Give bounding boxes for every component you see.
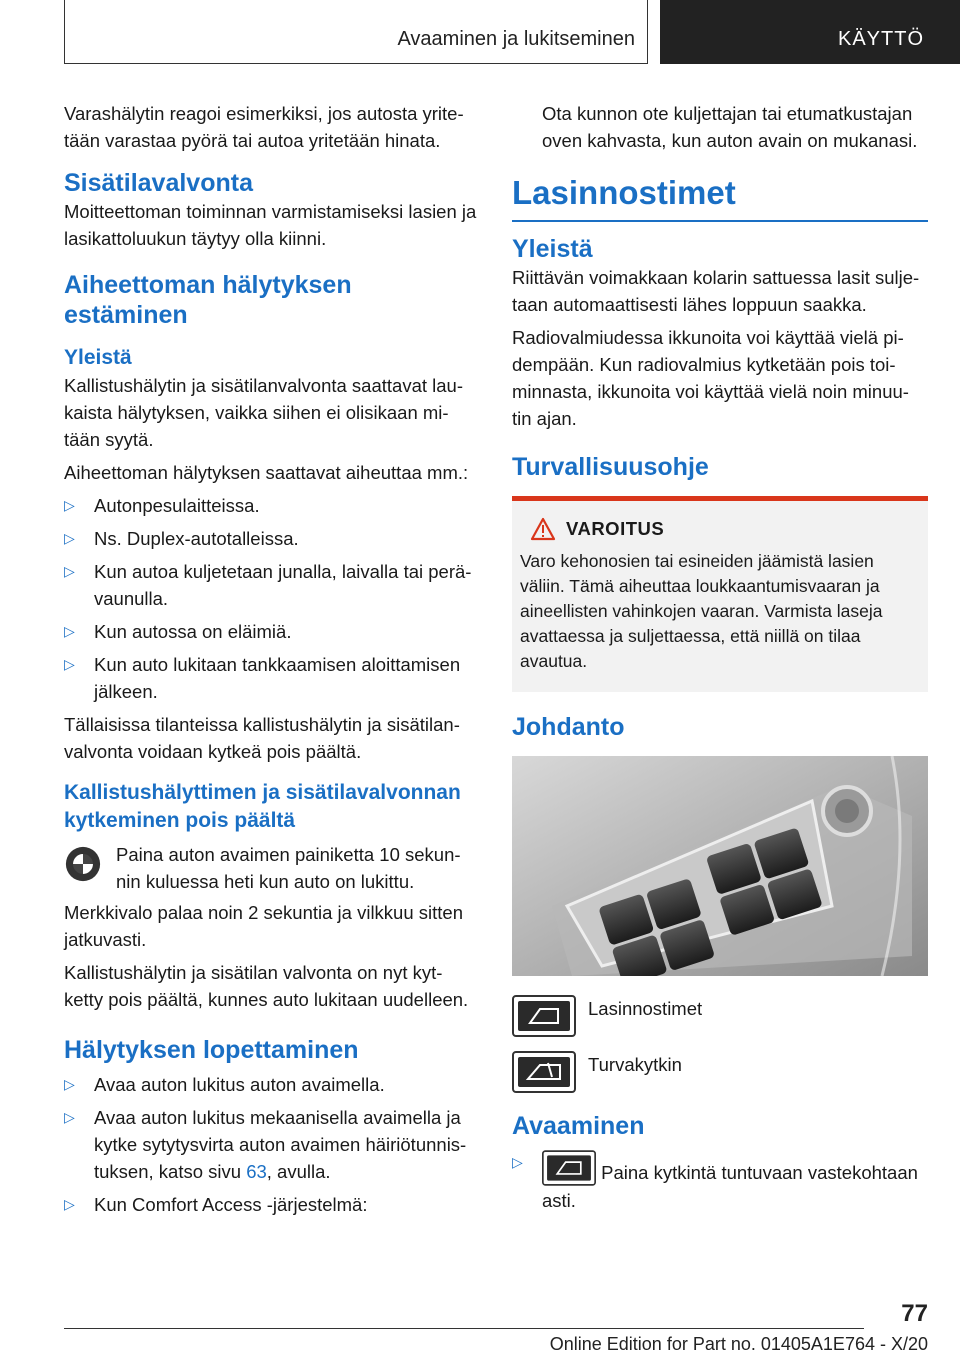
key-instruction-text: Paina auton avaimen painiketta 10 sekun-nin kuluessa heti kun auto on lukittu. <box>116 844 461 892</box>
legend-label-lasinnostimet: Lasinnostimet <box>588 998 703 1019</box>
merkkivalo-paragraph: Merkkivalo palaa noin 2 sekuntia ja vilkkuu sitten jatkuvasti. <box>64 902 463 950</box>
bullet-triangle-icon: ▷ <box>64 530 75 546</box>
bmw-key-icon <box>64 845 102 883</box>
bullet-triangle-icon: ▷ <box>64 1196 75 1212</box>
warning-box <box>512 496 928 692</box>
safety-switch-icon <box>512 1051 576 1093</box>
continued-paragraph: Ota kunnon ote kuljettajan tai etumatkustajan oven kahvasta, kun auton avain on mukanasi. <box>542 103 918 151</box>
key-instruction <box>64 841 478 895</box>
footer-edition: Online Edition for Part no. 01405A1E764 - X/20 <box>549 1334 928 1354</box>
left-column <box>64 100 478 1224</box>
list-item: ▷ Ns. Duplex-autotalleissa. <box>64 525 478 552</box>
header-section-title: Avaaminen ja lukitseminen <box>397 28 635 50</box>
intro-paragraph: Varashälytin reagoi esimerkiksi, jos autosta yrite-tään varastaa pyörä tai autoa yritetään hinata. <box>64 103 464 151</box>
lasinnostimet-paragraph-1: Riittävän voimakkaan kolarin sattuessa lasit sulje-taan automaattisesti lähes loppuun saakka. <box>512 267 920 315</box>
heading-turvallisuusohje: Turvallisuusohje <box>512 453 709 481</box>
list-item: ▷ Kun autoa kuljetetaan junalla, laivalla tai perä-vaunulla. <box>64 558 478 612</box>
header-section-box <box>64 0 648 64</box>
heading-yleista-right: Yleistä <box>512 235 593 263</box>
list-item: ▷ Autonpesulaitteissa. <box>64 492 478 519</box>
heading-lasinnostimet: Lasinnostimet <box>512 172 928 222</box>
list-item: ▷ Kun auto lukitaan tankkaamisen aloittamisen jälkeen. <box>64 651 478 705</box>
legend-safety-switch <box>512 1051 928 1093</box>
yleista-paragraph-1: Kallistushälytin ja sisätilanvalvonta saattavat lau-kaista hälytyksen, vaikka siihen ei olisikaan mi-tään syytä. <box>64 375 463 450</box>
list-item: ▷ Kun Comfort Access -järjestelmä: <box>64 1191 478 1218</box>
bullet-triangle-icon: ▷ <box>64 1076 75 1092</box>
bullet-triangle-icon: ▷ <box>64 563 75 579</box>
heading-kytkeminen-pois: Kallistushälyttimen ja sisätilavalvonnan kytkeminen pois päältä <box>64 781 461 832</box>
list-item: ▷ Paina kytkintä tuntuvaan vastekohtaan asti. <box>512 1149 928 1214</box>
kytketty-paragraph: Kallistushälytin ja sisätilan valvonta on nyt kyt-ketty pois päältä, kunnes auto lukitaan uudelleen. <box>64 962 469 1010</box>
heading-johdanto: Johdanto <box>512 713 625 741</box>
sisatila-paragraph: Moitteettoman toiminnan varmistamiseksi lasien ja lasikattoluukun täytyy olla kiinni. <box>64 201 477 249</box>
list-item: ▷ Avaa auton lukitus mekaanisella avaimella ja kytke sytytysvirta auton avaimen häiriötunnis-tuksen, katso sivu 63, avulla. <box>64 1104 478 1185</box>
bullet-triangle-icon: ▷ <box>512 1154 523 1170</box>
header-chapter-title: KÄYTTÖ <box>837 28 924 50</box>
warning-triangle-icon <box>530 517 556 541</box>
header-chapter-box <box>660 0 960 64</box>
window-lifter-icon <box>512 995 576 1037</box>
heading-sisatilavalvonta: Sisätilavalvonta <box>64 169 253 197</box>
stop-alarm-list <box>64 1071 478 1218</box>
tallaisissa-paragraph: Tällaisissa tilanteissa kallistushälytin ja sisätilan-valvonta voidaan kytkeä pois päältä. <box>64 714 460 762</box>
right-column <box>512 100 928 1220</box>
bullet-triangle-icon: ▷ <box>64 1109 75 1125</box>
legend-label-turvakytkin: Turvakytkin <box>588 1054 682 1075</box>
open-steps-list <box>512 1149 928 1214</box>
legend-window-lifter <box>512 995 928 1037</box>
lasinnostimet-paragraph-2: Radiovalmiudessa ikkunoita voi käyttää vielä pi-dempään. Kun radiovalmius kytketään pois toi-minnasta, ikkunoita voi käyttää vielä noin minuu-tin ajan. <box>512 327 909 429</box>
page-link[interactable]: 63 <box>246 1161 267 1182</box>
window-lifter-icon <box>542 1149 596 1187</box>
list-item: ▷ Kun autossa on eläimiä. <box>64 618 478 645</box>
warning-title: VAROITUS <box>566 518 665 539</box>
bullet-triangle-icon: ▷ <box>64 656 75 672</box>
causes-list <box>64 492 478 705</box>
yleista-paragraph-2: Aiheettoman hälytyksen saattavat aiheuttaa mm.: <box>64 462 469 483</box>
heading-avaaminen: Avaaminen <box>512 1112 645 1140</box>
bullet-triangle-icon: ▷ <box>64 623 75 639</box>
bullet-triangle-icon: ▷ <box>64 497 75 513</box>
warning-text: Varo kehonosien tai esineiden jäämistä lasien väliin. Tämä aiheuttaa loukkaantumisvaaran ja aineellisten vahinkojen vaaran. Varmista laseja avattaessa ja suljettaessa, että niillä on tilaa avautua. <box>520 551 883 671</box>
page-number: 77 <box>901 1300 928 1327</box>
heading-aiheeton-halytys: Aiheettoman hälytyksen estäminen <box>64 271 352 329</box>
warning-header <box>530 517 918 541</box>
list-item: ▷ Avaa auton lukitus auton avaimella. <box>64 1071 478 1098</box>
window-switch-panel-image <box>512 756 928 976</box>
heading-halytyksen-lopettaminen: Hälytyksen lopettaminen <box>64 1036 359 1064</box>
heading-yleista-left: Yleistä <box>64 346 132 369</box>
footer-divider <box>64 1328 864 1329</box>
